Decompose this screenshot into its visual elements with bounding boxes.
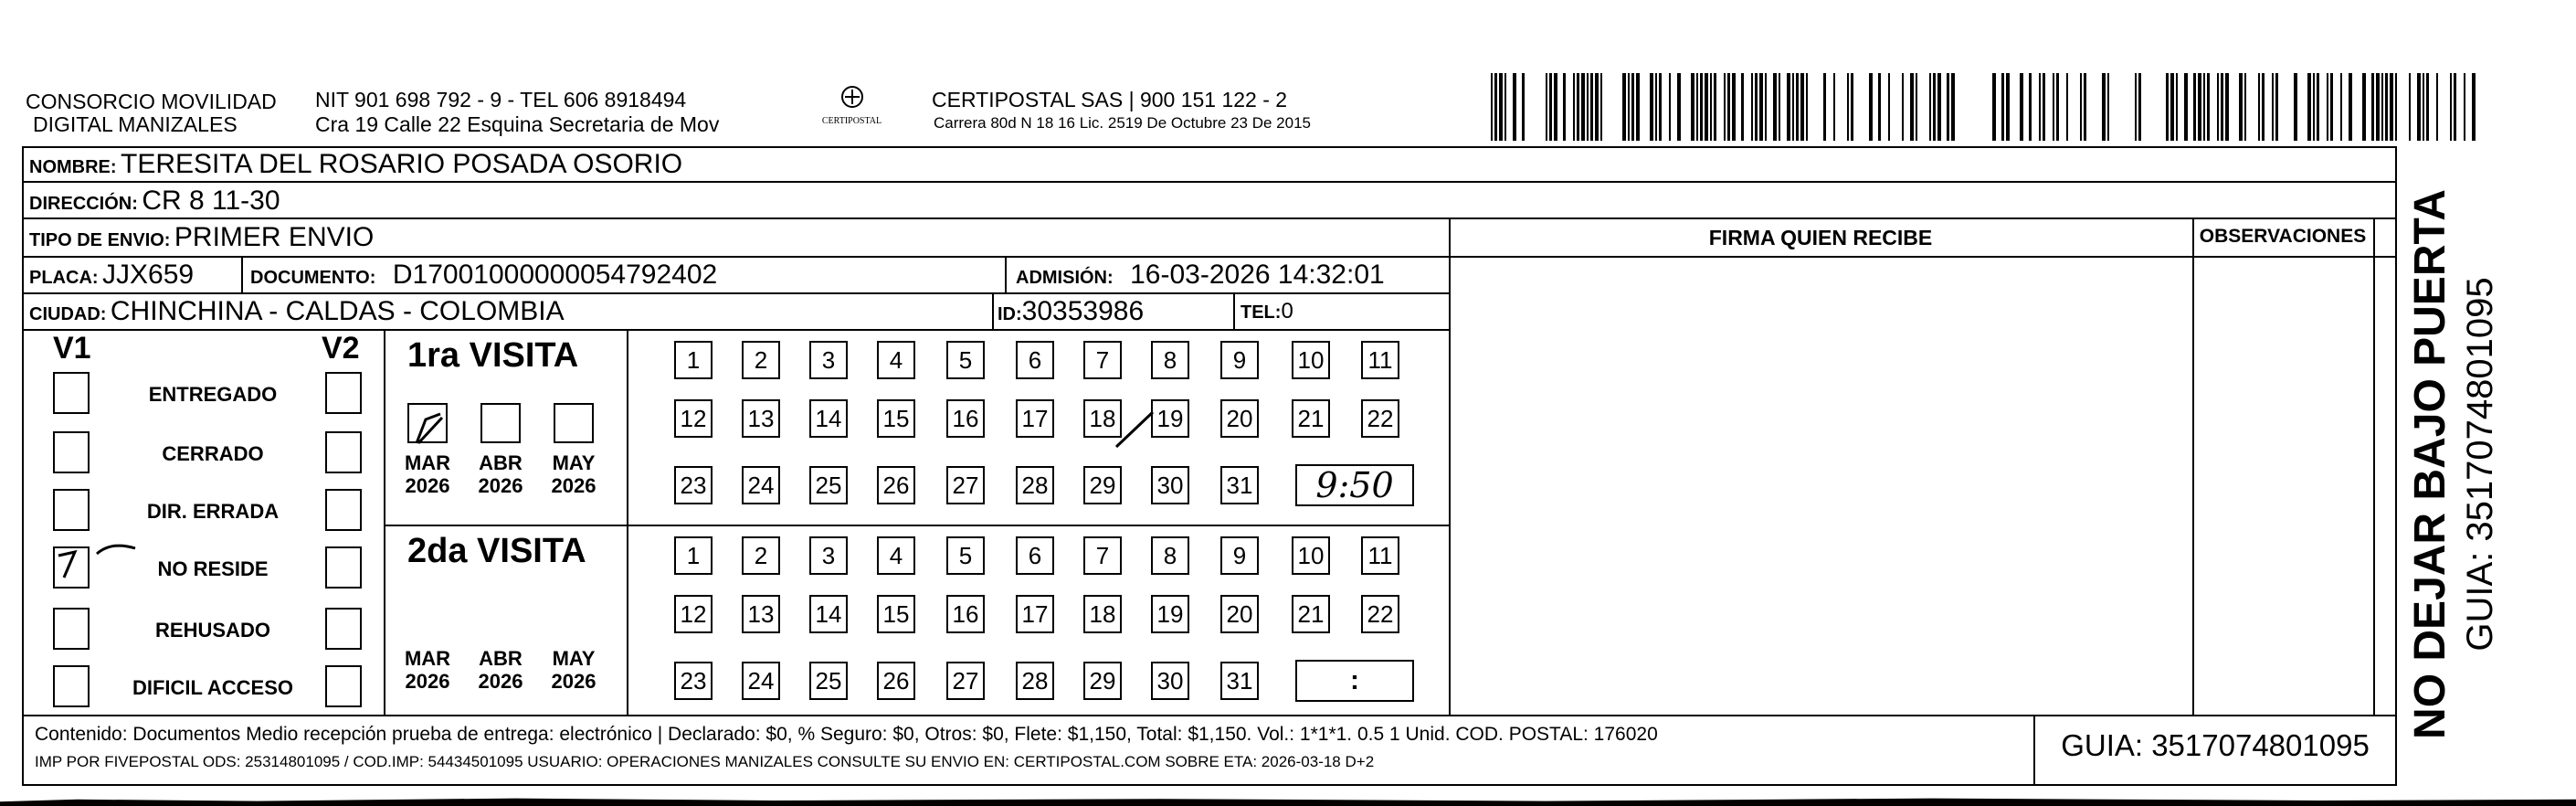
barcode-bar	[2275, 73, 2278, 141]
barcode-bar	[2417, 73, 2421, 141]
barcode-bar	[2390, 73, 2393, 141]
barcode-bar	[1549, 73, 1552, 141]
torn-edge	[0, 795, 2576, 806]
barcode-bar	[1563, 73, 1566, 141]
day-box[interactable]: 10	[1292, 536, 1330, 575]
barcode-bar	[2029, 73, 2032, 141]
barcode-bar	[2317, 73, 2319, 141]
day-box[interactable]: 9	[1220, 536, 1259, 575]
barcode-bar	[2376, 73, 2380, 141]
barcode-bar	[2221, 73, 2223, 141]
day-box[interactable]: 24	[742, 466, 780, 504]
day-box[interactable]: 24	[742, 662, 780, 700]
day-box[interactable]: 15	[877, 399, 915, 438]
barcode-bar	[1494, 73, 1497, 141]
barcode-bar	[1700, 73, 1703, 141]
barcode-bar	[2426, 73, 2429, 141]
barcode-bar	[1800, 73, 1804, 141]
barcode	[1485, 73, 2481, 141]
day-box[interactable]: 8	[1151, 341, 1189, 379]
mar-first-visit-check	[407, 407, 453, 452]
day-box[interactable]: 6	[1016, 341, 1054, 379]
month-label	[469, 451, 533, 497]
barcode-bar	[2066, 73, 2068, 141]
day-box[interactable]: 16	[946, 595, 985, 633]
barcode-bar	[1546, 73, 1547, 141]
day-box[interactable]: 3	[809, 341, 848, 379]
barcode-bar	[1902, 73, 1904, 141]
day-box[interactable]: 28	[1016, 466, 1054, 504]
v2-checkbox[interactable]	[325, 431, 362, 473]
barcode-bar	[1499, 73, 1503, 141]
id-value: 30353986	[1021, 296, 1145, 326]
barcode-bar	[2454, 73, 2456, 141]
barcode-bar	[2207, 73, 2210, 141]
barcode-bar	[2423, 73, 2424, 141]
barcode-bar	[1677, 73, 1681, 141]
barcode-bar	[2262, 73, 2265, 141]
month-year: 2026	[405, 474, 450, 497]
carrier-name: CERTIPOSTAL SAS | 900 151 122 - 2	[932, 88, 1288, 111]
barcode-bar	[2464, 73, 2465, 141]
day-box[interactable]: 23	[674, 662, 713, 700]
barcode-bar	[1741, 73, 1744, 141]
day-box[interactable]: 11	[1361, 341, 1399, 379]
day-box[interactable]: 7	[1083, 341, 1122, 379]
firma-header: FIRMA QUIEN RECIBE	[1708, 226, 1933, 249]
day-box[interactable]: 30	[1151, 466, 1189, 504]
barcode-bar	[1929, 73, 1931, 141]
barcode-bar	[1595, 73, 1599, 141]
barcode-bar	[2001, 73, 2004, 141]
month-name: MAY	[552, 451, 596, 474]
day-box[interactable]: 9	[1220, 341, 1259, 379]
nombre-label: NOMBRE:	[29, 157, 117, 177]
barcode-bar	[1847, 73, 1849, 141]
day-box[interactable]: 20	[1220, 595, 1259, 633]
documento-label: DOCUMENTO:	[250, 268, 376, 288]
month-year: 2026	[405, 670, 450, 693]
v1-checkbox[interactable]	[53, 372, 90, 414]
day-box[interactable]: 22	[1361, 399, 1399, 438]
side-vertical-panel	[2404, 144, 2514, 784]
barcode-bar	[2381, 73, 2383, 141]
day-box[interactable]: 1	[674, 341, 713, 379]
barcode-bar	[2239, 73, 2243, 141]
day-box[interactable]: 26	[877, 662, 915, 700]
status-label: ENTREGADO	[148, 383, 278, 406]
barcode-bar	[2053, 73, 2054, 141]
barcode-bar	[2450, 73, 2452, 141]
barcode-bar	[2176, 73, 2178, 141]
day-box[interactable]: 27	[946, 466, 985, 504]
barcode-bar	[1587, 73, 1589, 141]
barcode-bar	[2102, 73, 2106, 141]
barcode-bar	[2472, 73, 2476, 141]
day-box[interactable]: 20	[1220, 399, 1259, 438]
ciudad-value: CHINCHINA - CALDAS - COLOMBIA	[110, 296, 565, 326]
day-box[interactable]: 2	[742, 341, 780, 379]
barcode-bar	[1916, 73, 1917, 141]
barcode-bar	[1710, 73, 1712, 141]
barcode-bar	[2244, 73, 2246, 141]
issuer-address: Cra 19 Calle 22 Esquina Secretaria de Mov	[315, 112, 720, 136]
day-box[interactable]: 29	[1083, 466, 1122, 504]
day-box[interactable]: 12	[674, 595, 713, 633]
day-box[interactable]: 23	[674, 466, 713, 504]
month-name: MAY	[552, 647, 596, 670]
barcode-bar	[1759, 73, 1763, 141]
barcode-bar	[1636, 73, 1640, 141]
day-box[interactable]: 18	[1083, 399, 1122, 438]
barcode-bar	[1491, 73, 1493, 141]
v2-checkbox[interactable]	[325, 665, 362, 707]
day-box[interactable]: 4	[877, 341, 915, 379]
month-year: 2026	[478, 474, 523, 497]
day-box[interactable]: 6	[1016, 536, 1054, 575]
day-box[interactable]: 13	[742, 595, 780, 633]
barcode-bar	[2225, 73, 2229, 141]
day-19-strike	[1113, 407, 1158, 452]
barcode-bar	[1878, 73, 1881, 141]
barcode-bar	[2084, 73, 2086, 141]
barcode-bar	[1714, 73, 1716, 141]
observaciones-header: OBSERVACIONES	[2199, 226, 2367, 247]
barcode-bar	[1577, 73, 1579, 141]
barcode-bar	[1806, 73, 1808, 141]
day-box[interactable]: 16	[946, 399, 985, 438]
barcode-bar	[1622, 73, 1626, 141]
status-label: DIFICIL ACCESO	[132, 676, 293, 699]
barcode-bar	[2349, 73, 2352, 141]
month-year: 2026	[551, 670, 596, 693]
day-box[interactable]: 27	[946, 662, 985, 700]
barcode-bar	[1669, 73, 1671, 141]
barcode-bar	[2006, 73, 2010, 141]
tel-value: 0	[1281, 299, 1293, 323]
placa-value: JJX659	[102, 260, 195, 290]
barcode-bar	[1851, 73, 1853, 141]
barcode-bar	[1600, 73, 1602, 141]
barcode-bar	[2409, 73, 2411, 141]
day-box[interactable]: 17	[1016, 595, 1054, 633]
barcode-bar	[1522, 73, 1525, 141]
barcode-bar	[2307, 73, 2311, 141]
barcode-bar	[2107, 73, 2109, 141]
day-box[interactable]: 5	[946, 341, 985, 379]
v1-no-reside-check-mark	[48, 539, 148, 594]
issuer-nit: NIT 901 698 792 - 9 - TEL 606 8918494	[315, 88, 687, 111]
barcode-bar	[1590, 73, 1593, 141]
barcode-bar	[2056, 73, 2059, 141]
v2-checkbox[interactable]	[325, 372, 362, 414]
barcode-bar	[1823, 73, 1826, 141]
v2-checkbox[interactable]	[325, 489, 362, 531]
day-box[interactable]: 15	[877, 595, 915, 633]
barcode-bar	[1659, 73, 1662, 141]
barcode-bar	[2340, 73, 2342, 141]
barcode-bar	[1724, 73, 1726, 141]
barcode-bar	[1655, 73, 1657, 141]
barcode-bar	[2327, 73, 2328, 141]
month-year: 2026	[478, 670, 523, 693]
barcode-bar	[2258, 73, 2260, 141]
barcode-bar	[1696, 73, 1698, 141]
barcode-bar	[1732, 73, 1736, 141]
footer-print-info: IMP POR FIVEPOSTAL ODS: 25314801095 / COD.IMP: 54434501095 USUARIO: OPERACIONES MANIZALES CONSULTE SU ENVIO EN: CERTIPOSTAL.COM SOBRE ETA: 2026-03-18 D+2	[35, 753, 1375, 770]
v1-checkbox[interactable]	[53, 489, 90, 531]
barcode-bar	[2020, 73, 2023, 141]
v2-checkbox[interactable]	[325, 546, 362, 589]
month-name: ABR	[479, 647, 523, 670]
barcode-bar	[1765, 73, 1767, 141]
month-checkbox[interactable]	[480, 403, 521, 443]
barcode-bar	[2170, 73, 2174, 141]
day-box[interactable]: 10	[1292, 341, 1330, 379]
barcode-bar	[2217, 73, 2219, 141]
barcode-bar	[1705, 73, 1708, 141]
barcode-bar	[1992, 73, 1996, 141]
status-label: REHUSADO	[155, 619, 270, 642]
barcode-bar	[1869, 73, 1873, 141]
v1-label: V1	[53, 331, 91, 366]
footer-guia: GUIA: 3517074801095	[2061, 728, 2370, 762]
second-visit-title: 2da VISITA	[407, 532, 586, 570]
month-name: ABR	[479, 451, 523, 474]
issuer-name-line1: CONSORCIO MOVILIDAD	[26, 90, 277, 113]
barcode-bar	[2039, 73, 2041, 141]
month-name: MAR	[404, 451, 451, 474]
month-label	[469, 647, 533, 693]
barcode-bar	[2330, 73, 2333, 141]
day-box[interactable]: 28	[1016, 662, 1054, 700]
day-box[interactable]: 19	[1151, 399, 1189, 438]
month-checkbox[interactable]	[554, 403, 594, 443]
direccion-label: DIRECCIÓN:	[29, 194, 138, 214]
barcode-bar	[1910, 73, 1914, 141]
day-box[interactable]: 8	[1151, 536, 1189, 575]
day-box[interactable]: 4	[877, 536, 915, 575]
barcode-bar	[2385, 73, 2388, 141]
ciudad-label: CIUDAD:	[29, 304, 107, 324]
first-visit-title: 1ra VISITA	[407, 336, 579, 375]
v1-checkbox[interactable]	[53, 608, 90, 650]
status-label: NO RESIDE	[157, 557, 269, 580]
day-box[interactable]: 22	[1361, 595, 1399, 633]
tipo-envio-label: TIPO DE ENVIO:	[29, 230, 171, 250]
barcode-bar	[1947, 73, 1949, 141]
admision-label: ADMISIÓN:	[1016, 268, 1114, 288]
barcode-bar	[2184, 73, 2188, 141]
v2-label: V2	[322, 331, 360, 366]
nombre-value: TERESITA DEL ROSARIO POSADA OSORIO	[121, 149, 683, 179]
footer-contents: Contenido: Documentos Medio recepción prueba de entrega: electrónico | Declarado: $0, % Seguro: $0, Otros: $0, Flete: $1,150, Total: $1,150. Vol.: 1*1*1. 0.5 1 Unid. COD. POSTAL: 176020	[35, 724, 1658, 745]
barcode-bar	[1773, 73, 1777, 141]
barcode-bar	[2166, 73, 2169, 141]
day-box[interactable]: 2	[742, 536, 780, 575]
barcode-bar	[1554, 73, 1557, 141]
month-label	[396, 451, 459, 497]
barcode-bar	[1691, 73, 1694, 141]
barcode-bar	[1628, 73, 1630, 141]
barcode-bar	[1751, 73, 1753, 141]
v1-checkbox[interactable]	[53, 665, 90, 707]
barcode-bar	[2198, 73, 2201, 141]
day-box[interactable]: 14	[809, 399, 848, 438]
month-year: 2026	[551, 474, 596, 497]
status-label: CERRADO	[162, 442, 264, 465]
barcode-bar	[1888, 73, 1890, 141]
day-box[interactable]: 12	[674, 399, 713, 438]
barcode-bar	[1792, 73, 1794, 141]
barcode-bar	[2313, 73, 2315, 141]
day-box[interactable]: 25	[809, 466, 848, 504]
admision-value: 16-03-2026 14:32:01	[1130, 260, 1385, 290]
day-box[interactable]: 14	[809, 595, 848, 633]
barcode-bar	[2138, 73, 2141, 141]
first-visit-time: 9:50	[1295, 464, 1414, 506]
documento-value: D17001000000054792402	[392, 260, 718, 290]
barcode-bar	[1787, 73, 1790, 141]
barcode-bar	[2371, 73, 2374, 141]
tipo-envio-value: PRIMER ENVIO	[174, 222, 375, 252]
day-box[interactable]: 31	[1220, 662, 1259, 700]
barcode-bar	[1937, 73, 1941, 141]
placa-label: PLACA:	[29, 268, 99, 288]
day-box[interactable]: 30	[1151, 662, 1189, 700]
certipostal-logo	[818, 84, 886, 126]
barcode-bar	[1581, 73, 1585, 141]
month-name: MAR	[404, 647, 451, 670]
barcode-bar	[2272, 73, 2274, 141]
month-label	[542, 647, 606, 693]
barcode-bar	[1933, 73, 1936, 141]
barcode-bar	[2135, 73, 2137, 141]
day-box[interactable]: 18	[1083, 595, 1122, 633]
v2-checkbox[interactable]	[325, 608, 362, 650]
logo-icon	[834, 84, 871, 111]
day-box[interactable]: 17	[1016, 399, 1054, 438]
barcode-bar	[1573, 73, 1575, 141]
barcode-bar	[2436, 73, 2438, 141]
barcode-bar	[1833, 73, 1835, 141]
day-box[interactable]: 26	[877, 466, 915, 504]
logo-text: CERTIPOSTAL	[821, 116, 882, 126]
day-box[interactable]: 3	[809, 536, 848, 575]
barcode-bar	[1951, 73, 1955, 141]
barcode-bar	[1779, 73, 1780, 141]
tel-label: TEL:	[1240, 302, 1282, 323]
day-box[interactable]: 25	[809, 662, 848, 700]
barcode-bar	[2395, 73, 2397, 141]
barcode-bar	[1513, 73, 1516, 141]
day-box[interactable]: 5	[946, 536, 985, 575]
day-box[interactable]: 19	[1151, 595, 1189, 633]
month-label	[396, 647, 459, 693]
id-label: ID:	[998, 304, 1022, 324]
barcode-bar	[1650, 73, 1653, 141]
barcode-bar	[2203, 73, 2205, 141]
issuer-name-line2: DIGITAL MANIZALES	[33, 112, 238, 136]
carrier-address: Carrera 80d N 18 16 Lic. 2519 De Octubre 23 De 2015	[934, 114, 1311, 132]
day-box[interactable]: 21	[1292, 399, 1330, 438]
barcode-bar	[2080, 73, 2082, 141]
v1-checkbox[interactable]	[53, 431, 90, 473]
barcode-bar	[1755, 73, 1758, 141]
day-box[interactable]: 21	[1292, 595, 1330, 633]
day-box[interactable]: 1	[674, 536, 713, 575]
direccion-value: CR 8 11-30	[142, 186, 280, 216]
barcode-bar	[1631, 73, 1634, 141]
day-box[interactable]: 13	[742, 399, 780, 438]
barcode-bar	[1504, 73, 1506, 141]
barcode-bar	[2043, 73, 2045, 141]
barcode-bar	[2294, 73, 2297, 141]
barcode-bar	[2362, 73, 2366, 141]
barcode-bar	[2193, 73, 2196, 141]
day-box[interactable]: 29	[1083, 662, 1122, 700]
status-label: DIR. ERRADA	[146, 500, 280, 523]
barcode-bar	[1796, 73, 1799, 141]
barcode-bar	[1727, 73, 1730, 141]
day-box[interactable]: 31	[1220, 466, 1259, 504]
month-label	[542, 451, 606, 497]
no-dejar-bajo-puerta: NO DEJAR BAJO PUERTA	[2406, 189, 2455, 739]
second-visit-time: :	[1295, 660, 1414, 702]
day-box[interactable]: 7	[1083, 536, 1122, 575]
side-guia: GUIA: 3517074801095	[2460, 277, 2500, 652]
day-box[interactable]: 11	[1361, 536, 1399, 575]
